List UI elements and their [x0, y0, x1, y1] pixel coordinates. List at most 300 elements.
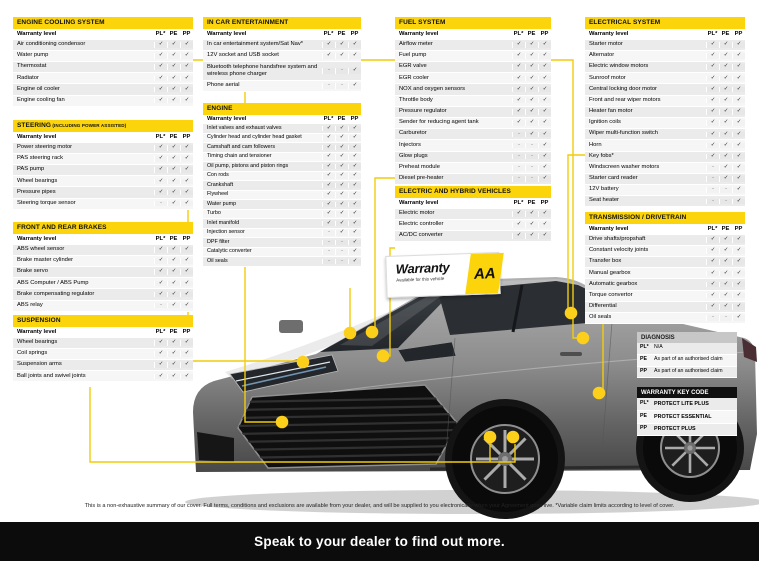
check-icon: ✓	[525, 53, 538, 59]
table-title: TRANSMISSION / DRIVETRAIN	[585, 212, 745, 224]
row-label: Air conditioning condensor	[17, 40, 86, 47]
row-label: Suspension arms	[17, 361, 62, 368]
table-subheader	[203, 115, 361, 124]
check-icon: ✓	[167, 258, 180, 264]
check-icon: ✓	[348, 164, 361, 170]
check-icon: ✓	[335, 202, 348, 208]
table-row	[13, 84, 193, 95]
warranty-level-label: Warranty level	[207, 30, 247, 37]
callout-dot	[366, 326, 379, 339]
check-icon: ✓	[348, 192, 361, 198]
column-header: PE	[527, 30, 536, 37]
check-icon: ✓	[719, 237, 732, 243]
table-title: SUSPENSION	[13, 315, 193, 327]
table-row	[585, 107, 745, 118]
check-icon: ✓	[732, 132, 745, 138]
key-code-value: PROTECT LITE PLUS	[654, 400, 709, 407]
check-icon: ✓	[180, 167, 193, 173]
table-row	[203, 172, 361, 182]
row-label: Seat heater	[589, 197, 619, 204]
column-header: PE	[721, 225, 730, 232]
section-fuel-system	[395, 17, 551, 185]
check-icon: ✓	[719, 120, 732, 126]
row-label: Electric window motors	[589, 63, 649, 70]
row-label: Constant velocity joints	[589, 247, 649, 254]
row-label: Preheat module	[399, 163, 440, 170]
check-icon: ✓	[706, 154, 719, 160]
check-icon: ✓	[732, 282, 745, 288]
row-label: Engine oil cooler	[17, 85, 60, 92]
dash-icon: -	[335, 249, 348, 255]
check-icon: ✓	[348, 135, 361, 141]
check-icon: ✓	[538, 120, 551, 126]
row-label: Automatic gearbox	[589, 280, 638, 287]
row-label: ABS Computer / ABS Pump	[17, 279, 89, 286]
dash-icon: -	[719, 187, 732, 193]
check-icon: ✓	[167, 53, 180, 59]
check-icon: ✓	[525, 222, 538, 228]
row-label: ABS relay	[17, 301, 43, 308]
check-icon: ✓	[512, 42, 525, 48]
callout-dot	[344, 327, 357, 340]
dash-icon: -	[525, 154, 538, 160]
check-icon: ✓	[348, 173, 361, 179]
table-subheader	[13, 132, 193, 143]
row-label: Heater fan motor	[589, 108, 633, 115]
column-header: PL*	[155, 328, 166, 335]
row-label: Injection sensor	[207, 229, 245, 236]
check-icon: ✓	[322, 53, 335, 59]
table-row	[585, 96, 745, 107]
row-label: Inlet manifold	[207, 219, 240, 226]
table-row	[585, 73, 745, 84]
check-icon: ✓	[732, 199, 745, 205]
table-row	[395, 231, 551, 242]
check-icon: ✓	[154, 292, 167, 298]
check-icon: ✓	[512, 211, 525, 217]
column-header: PL*	[707, 30, 718, 37]
check-icon: ✓	[335, 154, 348, 160]
table-row	[395, 62, 551, 73]
dash-icon: -	[154, 303, 167, 309]
row-label: Wheel bearings	[17, 338, 58, 345]
check-icon: ✓	[180, 281, 193, 287]
check-icon: ✓	[538, 143, 551, 149]
check-icon: ✓	[719, 176, 732, 182]
row-label: Thermostat	[17, 63, 47, 70]
dash-icon: -	[322, 68, 335, 74]
row-label: Drive shafts/propshaft	[589, 235, 646, 242]
check-icon: ✓	[154, 179, 167, 185]
table-row	[13, 267, 193, 278]
table-row	[395, 51, 551, 62]
check-icon: ✓	[706, 248, 719, 254]
check-icon: ✓	[719, 165, 732, 171]
check-icon: ✓	[154, 64, 167, 70]
column-header: PP	[182, 235, 191, 242]
check-icon: ✓	[706, 282, 719, 288]
check-icon: ✓	[154, 258, 167, 264]
check-icon: ✓	[180, 53, 193, 59]
row-label: Differential	[589, 303, 617, 310]
column-header: PL*	[155, 235, 166, 242]
check-icon: ✓	[706, 98, 719, 104]
table-row	[395, 129, 551, 140]
warranty-level-label: Warranty level	[17, 328, 57, 335]
row-label: Transfer box	[589, 258, 622, 265]
row-label: Coil springs	[17, 350, 48, 357]
check-icon: ✓	[167, 76, 180, 82]
check-icon: ✓	[348, 240, 361, 246]
check-icon: ✓	[732, 176, 745, 182]
check-icon: ✓	[719, 154, 732, 160]
warranty-level-label: Warranty level	[589, 30, 629, 37]
table-row	[203, 62, 361, 81]
check-icon: ✓	[348, 53, 361, 59]
check-icon: ✓	[732, 165, 745, 171]
check-icon: ✓	[719, 76, 732, 82]
column-header: PL*	[513, 199, 524, 206]
check-icon: ✓	[512, 76, 525, 82]
check-icon: ✓	[180, 351, 193, 357]
warranty-level-label: Warranty level	[399, 30, 439, 37]
check-icon: ✓	[167, 98, 180, 104]
key-code-label: PL*	[640, 344, 649, 351]
row-label: Ball joints and swivel joints	[17, 372, 86, 379]
check-icon: ✓	[706, 271, 719, 277]
check-icon: ✓	[154, 87, 167, 93]
check-icon: ✓	[180, 269, 193, 275]
dash-icon: -	[154, 201, 167, 207]
dash-icon: -	[525, 143, 538, 149]
check-icon: ✓	[322, 211, 335, 217]
check-icon: ✓	[167, 167, 180, 173]
check-icon: ✓	[538, 176, 551, 182]
row-label: Ignition coils	[589, 119, 621, 126]
section-transmission-drivetrain	[585, 212, 745, 324]
table-row	[637, 355, 737, 367]
column-header: PE	[169, 328, 178, 335]
table-title: ELECTRIC AND HYBRID VEHICLES	[395, 186, 551, 198]
warranty-level-label: Warranty level	[399, 199, 439, 206]
check-icon: ✓	[538, 132, 551, 138]
table-row	[585, 84, 745, 95]
row-label: Catalytic converter	[207, 248, 252, 255]
row-label: Electric controller	[399, 221, 444, 228]
check-icon: ✓	[706, 87, 719, 93]
dash-icon: -	[706, 315, 719, 321]
check-icon: ✓	[154, 167, 167, 173]
table-row	[395, 209, 551, 220]
check-icon: ✓	[322, 221, 335, 227]
check-icon: ✓	[348, 211, 361, 217]
table-row	[203, 51, 361, 62]
table-row	[585, 302, 745, 313]
table-row	[13, 301, 193, 312]
table-row	[395, 220, 551, 231]
dash-icon: -	[525, 165, 538, 171]
check-icon: ✓	[512, 64, 525, 70]
column-header: PE	[337, 115, 346, 122]
table-row	[637, 411, 737, 424]
row-label: Sender for reducing agent tank	[399, 119, 479, 126]
row-label: Carburetor	[399, 130, 427, 137]
dash-icon: -	[335, 68, 348, 74]
check-icon: ✓	[719, 132, 732, 138]
table-row	[395, 152, 551, 163]
check-icon: ✓	[335, 164, 348, 170]
check-icon: ✓	[348, 259, 361, 265]
badge-title: Warranty	[395, 259, 450, 277]
callout-dot	[276, 416, 289, 429]
table-row	[13, 278, 193, 289]
row-label: Fuel pump	[399, 52, 427, 59]
warranty-badge	[385, 252, 500, 298]
row-label: Steering torque sensor	[17, 199, 76, 206]
key-code-value: PROTECT PLUS	[654, 426, 696, 433]
row-label: Windscreen washer motors	[589, 163, 660, 170]
table-row	[585, 51, 745, 62]
table-row	[585, 268, 745, 279]
check-icon: ✓	[167, 156, 180, 162]
table-row	[637, 424, 737, 437]
table-row	[13, 187, 193, 198]
table-row	[585, 174, 745, 185]
dash-icon: -	[322, 83, 335, 89]
table-row	[395, 118, 551, 129]
warranty-level-label: Warranty level	[589, 225, 629, 232]
check-icon: ✓	[180, 87, 193, 93]
section-in-car-entertainment	[203, 17, 361, 92]
check-icon: ✓	[348, 230, 361, 236]
table-row	[585, 291, 745, 302]
table-row	[395, 40, 551, 51]
row-label: Cylinder head and cylinder head gasket	[207, 134, 302, 141]
row-label: Brake master cylinder	[17, 257, 74, 264]
check-icon: ✓	[525, 120, 538, 126]
row-label: Radiator	[17, 74, 39, 81]
check-icon: ✓	[167, 190, 180, 196]
check-icon: ✓	[512, 233, 525, 239]
table-row	[203, 229, 361, 239]
table-row	[203, 238, 361, 248]
section-front-and-rear-brakes	[13, 222, 193, 312]
check-icon: ✓	[167, 351, 180, 357]
check-icon: ✓	[322, 173, 335, 179]
dash-icon: -	[512, 154, 525, 160]
check-icon: ✓	[180, 42, 193, 48]
table-row	[585, 152, 745, 163]
check-icon: ✓	[732, 98, 745, 104]
check-icon: ✓	[512, 120, 525, 126]
check-icon: ✓	[706, 109, 719, 115]
row-label: Starter card reader	[589, 175, 638, 182]
warranty-level-label: Warranty level	[17, 30, 57, 37]
check-icon: ✓	[538, 98, 551, 104]
check-icon: ✓	[538, 154, 551, 160]
check-icon: ✓	[167, 145, 180, 151]
check-icon: ✓	[154, 281, 167, 287]
check-icon: ✓	[335, 42, 348, 48]
check-icon: ✓	[167, 87, 180, 93]
dash-icon: -	[719, 315, 732, 321]
check-icon: ✓	[732, 271, 745, 277]
table-row	[13, 245, 193, 256]
table-row	[13, 256, 193, 267]
column-header: PP	[182, 133, 191, 140]
check-icon: ✓	[180, 258, 193, 264]
row-label: ABS wheel sensor	[17, 245, 65, 252]
table-row	[13, 96, 193, 107]
check-icon: ✓	[719, 53, 732, 59]
check-icon: ✓	[512, 53, 525, 59]
table-row	[13, 349, 193, 360]
table-row	[395, 174, 551, 185]
dash-icon: -	[322, 240, 335, 246]
check-icon: ✓	[732, 64, 745, 70]
check-icon: ✓	[335, 173, 348, 179]
row-label: Starter motor	[589, 40, 623, 47]
callout-dot	[377, 350, 390, 363]
section-electric-and-hybrid-vehicles	[395, 186, 551, 242]
table-row	[585, 196, 745, 207]
dash-icon: -	[335, 240, 348, 246]
check-icon: ✓	[525, 64, 538, 70]
check-icon: ✓	[719, 282, 732, 288]
disclaimer-text: This is a non-exhaustive summary of our cover. Full terms, conditions and exclusions are available from your dealer, and will be supplied to you electronically when your Agreement goes live. *Variable claim limits according to level of cover.	[84, 503, 675, 509]
check-icon: ✓	[512, 98, 525, 104]
table-title: ELECTRICAL SYSTEM	[585, 17, 745, 29]
check-icon: ✓	[706, 76, 719, 82]
row-label: Torque convertor	[589, 291, 633, 298]
table-row	[585, 163, 745, 174]
badge-text	[386, 254, 466, 297]
check-icon: ✓	[154, 340, 167, 346]
dash-icon: -	[512, 132, 525, 138]
row-label: Engine cooling fan	[17, 96, 65, 103]
column-header: PP	[350, 115, 359, 122]
key-code-value: N/A	[654, 344, 663, 351]
table-row	[637, 367, 737, 379]
callout-dot	[577, 332, 590, 345]
check-icon: ✓	[335, 53, 348, 59]
check-icon: ✓	[706, 237, 719, 243]
row-label: Bluetooth telephone handsfree system and wireless phone charger	[207, 64, 318, 77]
check-icon: ✓	[335, 135, 348, 141]
table-row	[13, 338, 193, 349]
check-icon: ✓	[719, 271, 732, 277]
check-icon: ✓	[732, 315, 745, 321]
column-header: PP	[734, 30, 743, 37]
callout-dot	[297, 356, 310, 369]
table-row	[637, 398, 737, 411]
column-header: PL*	[155, 30, 166, 37]
check-icon: ✓	[348, 83, 361, 89]
check-icon: ✓	[732, 76, 745, 82]
table-row	[585, 235, 745, 246]
table-row	[13, 154, 193, 165]
table-row	[585, 140, 745, 151]
table-row	[13, 199, 193, 210]
check-icon: ✓	[719, 293, 732, 299]
row-label: EGR valve	[399, 63, 427, 70]
row-label: Sunroof motor	[589, 74, 626, 81]
check-icon: ✓	[525, 233, 538, 239]
check-icon: ✓	[538, 87, 551, 93]
check-icon: ✓	[154, 351, 167, 357]
check-icon: ✓	[538, 222, 551, 228]
row-label: Water pump	[207, 200, 237, 207]
table-row	[13, 51, 193, 62]
table-title-suffix: (INCLUDING POWER ASSISTED)	[51, 123, 127, 128]
dash-icon: -	[525, 176, 538, 182]
check-icon: ✓	[525, 76, 538, 82]
check-icon: ✓	[719, 64, 732, 70]
check-icon: ✓	[322, 145, 335, 151]
table-row	[203, 200, 361, 210]
check-icon: ✓	[167, 281, 180, 287]
row-label: Brake compensating regulator	[17, 290, 95, 297]
row-label: Water pump	[17, 52, 49, 59]
check-icon: ✓	[335, 211, 348, 217]
check-icon: ✓	[348, 154, 361, 160]
dash-icon: -	[335, 83, 348, 89]
row-label: Crankshaft	[207, 181, 234, 188]
row-label: 12V battery	[589, 186, 619, 193]
dash-icon: -	[706, 165, 719, 171]
check-icon: ✓	[732, 154, 745, 160]
row-label: Timing chain and tensioner	[207, 153, 272, 160]
table-row	[13, 176, 193, 187]
check-icon: ✓	[538, 233, 551, 239]
table-row	[585, 40, 745, 51]
check-icon: ✓	[719, 143, 732, 149]
check-icon: ✓	[180, 179, 193, 185]
row-label: DPF filter	[207, 238, 230, 245]
check-icon: ✓	[167, 201, 180, 207]
column-header: PE	[527, 199, 536, 206]
check-icon: ✓	[154, 98, 167, 104]
check-icon: ✓	[512, 87, 525, 93]
check-icon: ✓	[167, 292, 180, 298]
row-label: Pressure pipes	[17, 188, 56, 195]
table-row	[13, 62, 193, 73]
column-header: PE	[721, 30, 730, 37]
check-icon: ✓	[335, 192, 348, 198]
table-title: FUEL SYSTEM	[395, 17, 551, 29]
check-icon: ✓	[154, 42, 167, 48]
section-warranty-key-code	[637, 387, 737, 436]
check-icon: ✓	[180, 292, 193, 298]
column-header: PP	[350, 30, 359, 37]
table-row	[395, 107, 551, 118]
callout-dots	[276, 307, 606, 444]
check-icon: ✓	[538, 109, 551, 115]
section-steering	[13, 120, 193, 210]
row-label: AC/DC converter	[399, 232, 443, 239]
table-row	[585, 129, 745, 140]
row-label: 12V socket and USB socket	[207, 52, 279, 59]
check-icon: ✓	[322, 183, 335, 189]
check-icon: ✓	[348, 42, 361, 48]
table-row	[203, 248, 361, 258]
callout-dot	[565, 307, 578, 320]
dash-icon: -	[322, 259, 335, 265]
check-icon: ✓	[538, 211, 551, 217]
check-icon: ✓	[335, 221, 348, 227]
column-header: PP	[182, 30, 191, 37]
check-icon: ✓	[335, 183, 348, 189]
